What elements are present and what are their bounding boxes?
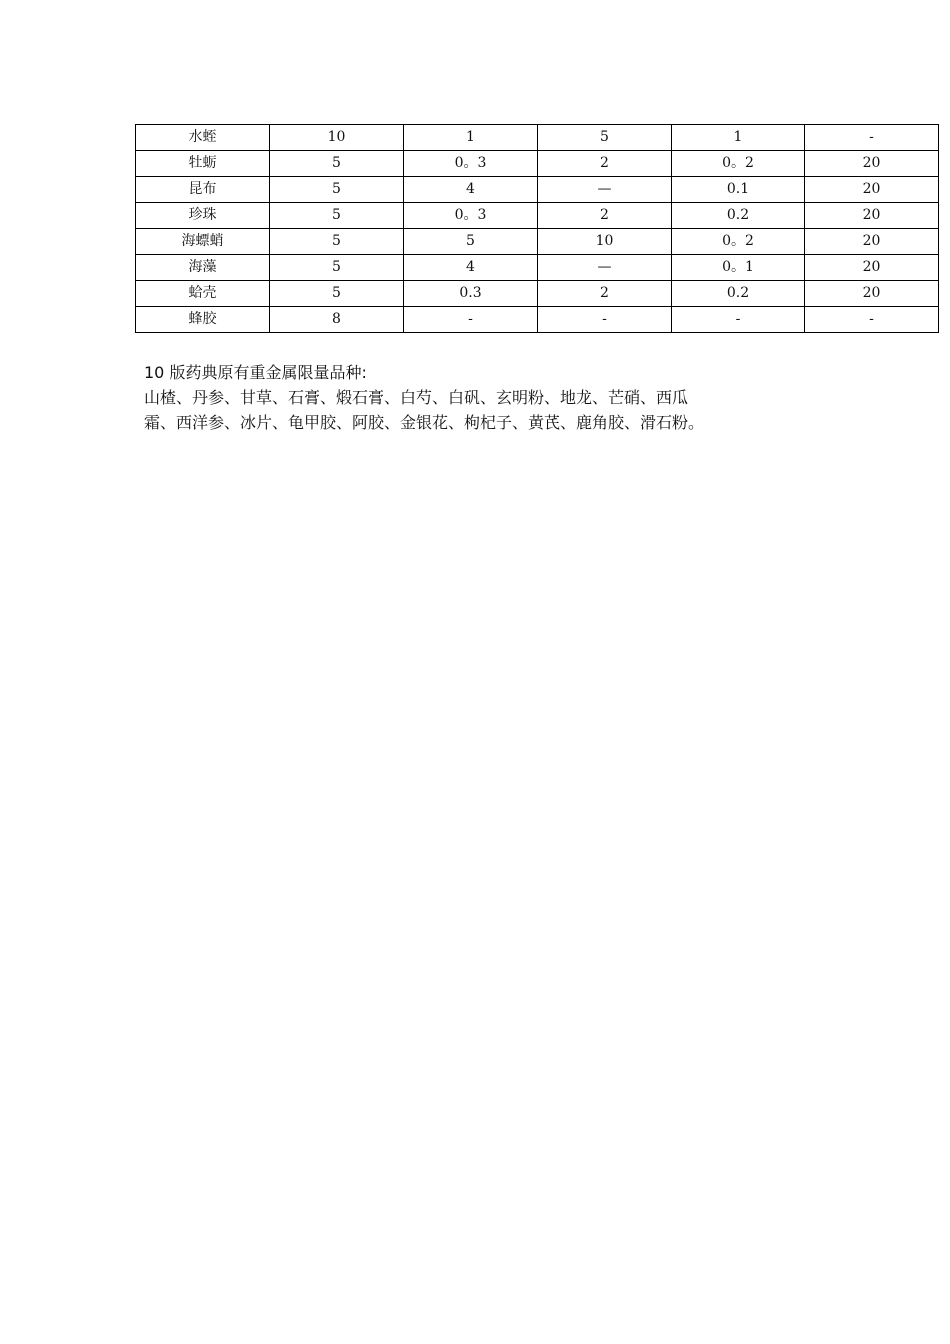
herb-name-cell: 海螵蛸: [136, 229, 270, 255]
herb-name-cell: 昆布: [136, 177, 270, 203]
herb-name-cell: 蛤壳: [136, 281, 270, 307]
table-cell: 4: [404, 177, 538, 203]
table-cell: -: [404, 307, 538, 333]
table-cell: 20: [805, 255, 939, 281]
table-cell: 20: [805, 177, 939, 203]
table-cell: 8: [270, 307, 404, 333]
table-cell: 5: [270, 281, 404, 307]
table-cell: 1: [672, 125, 805, 151]
table-cell: -: [538, 307, 672, 333]
notes-line: 山楂、丹参、甘草、石膏、煅石膏、白芍、白矾、玄明粉、地龙、芒硝、西瓜: [144, 388, 689, 407]
table-cell: 2: [538, 151, 672, 177]
table-cell: 5: [270, 255, 404, 281]
table-cell: 2: [538, 203, 672, 229]
table-cell: 20: [805, 229, 939, 255]
notes-heading: 10 版药典原有重金属限量品种:: [144, 363, 367, 382]
table-cell: 5: [270, 229, 404, 255]
table-cell: 0。2: [672, 229, 805, 255]
table-cell: 4: [404, 255, 538, 281]
table-cell: 0.2: [672, 203, 805, 229]
table-cell: 0.2: [672, 281, 805, 307]
table-row: [136, 151, 939, 177]
table-row: [136, 229, 939, 255]
table-cell: 0。3: [404, 203, 538, 229]
table-cell: 0.1: [672, 177, 805, 203]
table-cell: 0。1: [672, 255, 805, 281]
herb-name-cell: 蜂胶: [136, 307, 270, 333]
table-cell: 5: [270, 177, 404, 203]
table-row: [136, 307, 939, 333]
table-cell: 5: [538, 125, 672, 151]
table-cell: —: [538, 255, 672, 281]
table-cell: -: [805, 307, 939, 333]
herb-name-cell: 珍珠: [136, 203, 270, 229]
table-cell: 2: [538, 281, 672, 307]
table-cell: 5: [270, 151, 404, 177]
table-cell: 10: [270, 125, 404, 151]
table-row: [136, 125, 939, 151]
table-cell: 20: [805, 281, 939, 307]
table-cell: —: [538, 177, 672, 203]
heavy-metal-limits-table: [135, 124, 939, 333]
table-cell: 0.3: [404, 281, 538, 307]
table-cell: 5: [404, 229, 538, 255]
table-row: [136, 281, 939, 307]
table-row: [136, 203, 939, 229]
notes-line: 霜、西洋参、冰片、龟甲胶、阿胶、金银花、枸杞子、黄芪、鹿角胶、滑石粉。: [144, 413, 705, 432]
table-cell: 20: [805, 203, 939, 229]
table-cell: 20: [805, 151, 939, 177]
table-cell: 5: [270, 203, 404, 229]
herb-name-cell: 海藻: [136, 255, 270, 281]
notes-section: [144, 360, 844, 435]
table-cell: -: [672, 307, 805, 333]
table-cell: 1: [404, 125, 538, 151]
table-row: [136, 255, 939, 281]
table-cell: 0。2: [672, 151, 805, 177]
herb-name-cell: 牡蛎: [136, 151, 270, 177]
table-cell: 10: [538, 229, 672, 255]
table-cell: 0。3: [404, 151, 538, 177]
herb-name-cell: 水蛭: [136, 125, 270, 151]
table-row: [136, 177, 939, 203]
table-cell: -: [805, 125, 939, 151]
